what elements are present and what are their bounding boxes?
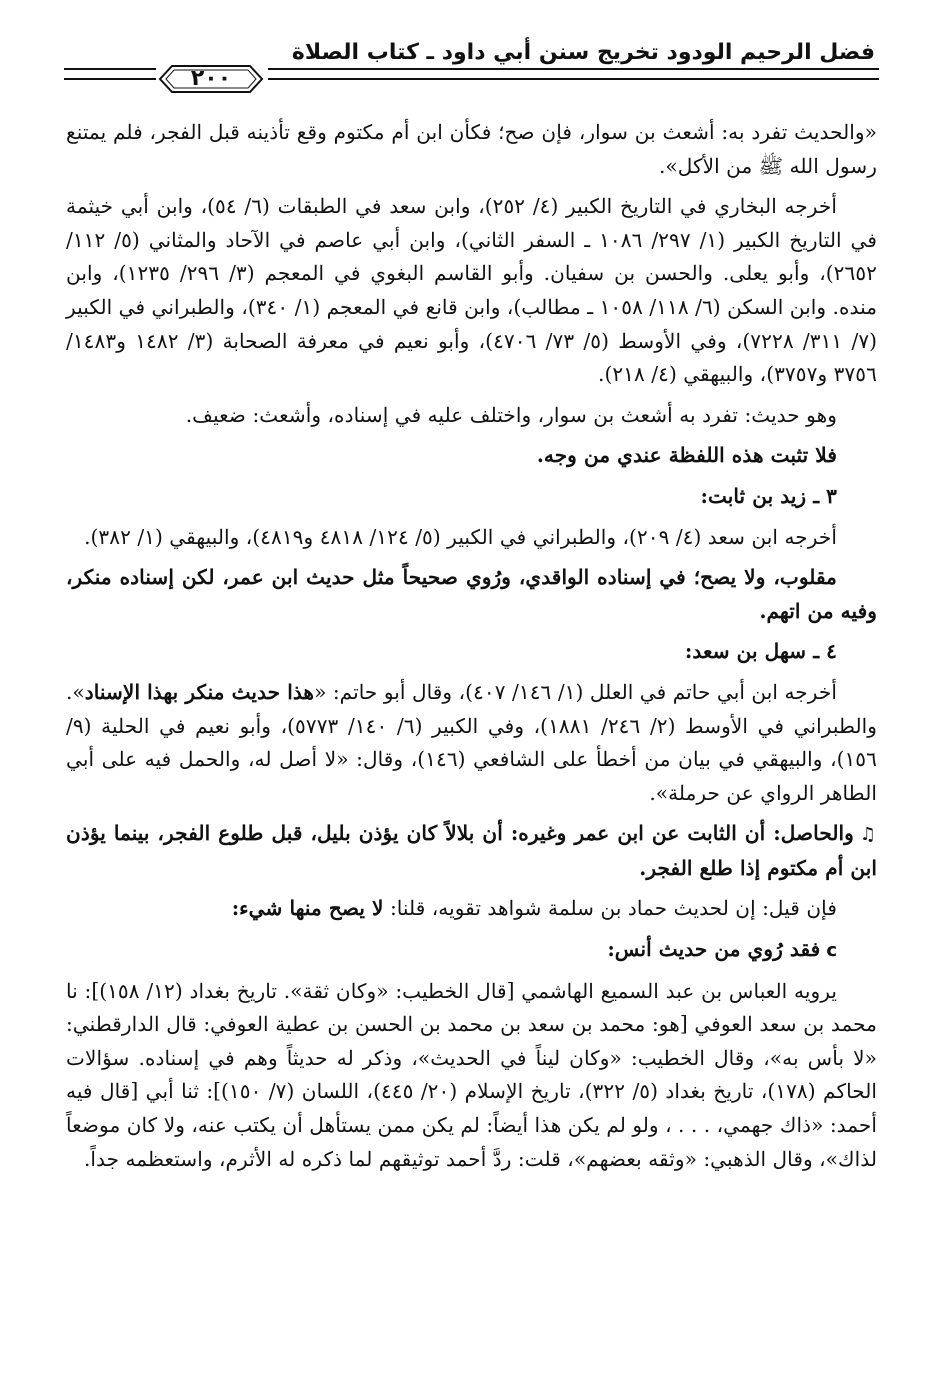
sahl-text-2: ». والطبراني في الأوسط (٢/ ٢٤٦/ ١٨٨١)، وفي الكبير (٦/ ١٤٠/ ٥٧٧٣)، وأبو نعيم في الحلية (٩/ ١٥٦)، والبيهقي في بيان من أخطأ على الشافعي (١٤٦)، وقال: «لا أصل له، والحمل فيه على أبي الطاهر الرواي عن حرملة».	[66, 679, 878, 805]
section-heading-sahl: ٤ ـ سهل بن سعد:	[684, 639, 837, 664]
objection-text: فإن قيل: إن لحديث حماد بن سلمة شواهد تقويه، قلنا:	[383, 896, 837, 921]
page-number: ٢٠٠	[190, 66, 232, 91]
header-rule-left	[64, 68, 156, 80]
judgement-paragraph: وهو حديث: تفرد به أشعث بن سوار، واختلف عليه في إسناده، وأشعث: ضعيف.	[185, 402, 837, 427]
zaid-judgement-paragraph: مقلوب، ولا يصح؛ في إسناده الواقدي، ورُوي صحيحاً مثل حديث ابن عمر، لكن إسناده منكر، وفيه من اتهم.	[66, 565, 877, 623]
section-heading-anas	[66, 933, 877, 968]
conclusion-paragraph: فلا تثبت هذه اللفظة عندي من وجه.	[536, 443, 837, 468]
zaid-takhrij-paragraph: أخرجه ابن سعد (٤/ ٢٠٩)، والطبراني في الكبير (٥/ ١٢٤/ ٤٨١٨ و٤٨١٩)، والبيهقي (١/ ٣٨٢).	[84, 524, 837, 549]
objection-paragraph	[66, 892, 877, 926]
sahl-text-1: أخرجه ابن أبي حاتم في العلل (١/ ١٤٦/ ٤٠٧)، وقال أبو حاتم: «	[314, 679, 838, 704]
summary-text: والحاصل: أن الثابت عن ابن عمر وغيره: أن بلالاً كان يؤذن بليل، قبل طلوع الفجر، بينما يؤذن ابن أم مكتوم إذا طلع الفجر.	[66, 821, 877, 880]
page-header	[58, 36, 885, 106]
summary-paragraph	[66, 817, 877, 885]
page-body	[66, 116, 877, 1183]
sahl-quote-bold: هذا حديث منكر بهذا الإسناد	[84, 679, 315, 704]
anas-narration-paragraph: يرويه العباس بن عبد السميع الهاشمي [قال الخطيب: «وكان ثقة». تاريخ بغداد (١٢/ ١٥٨)]: نا محمد بن سعد العوفي [هو: محمد بن سعد بن محمد بن الحسن بن عطية العوفي: قال الدارقطني: «لا بأس به»، وقال الخطيب: «وكان ليناً في الحديث»، وذكر له حديثاً وهم في إسناده. سؤالات الحاكم (١٧٨)، تاريخ بغداد (٥/ ٣٢٢)، تاريخ الإسلام (٢٠/ ٤٤٥)، اللسان (٧/ ١٥٠)]: ثنا أبي [قال فيه أحمد: «ذاك جهمي، . . . ، ولو لم يكن هذا أيضاً: لم يكن ممن يستأهل أن يكتب عنه، ولا كان موضعاً لذاك»، وقال الذهبي: «وثقه بعضهم»، قلت: ردَّ أحمد توثيقهم لما ذكره له الأثرم، واستعظمه جداً.	[66, 978, 878, 1171]
running-title: فضل الرحيم الودود تخريج سنن أبي داود ـ كتاب الصلاة	[291, 40, 875, 65]
anas-heading-text: فقد رُوي من حديث أنس:	[607, 937, 821, 962]
section-heading-zaid: ٣ ـ زيد بن ثابت:	[700, 483, 837, 508]
sahl-takhrij-paragraph	[66, 676, 877, 810]
summary-marker-icon: ♫	[859, 824, 877, 846]
header-rule-right	[268, 68, 879, 80]
quote-paragraph: «والحديث تفرد به: أشعث بن سوار، فإن صح؛ فكأن ابن أم مكتوم وقع تأذينه قبل الفجر، فلم يمتنع رسول الله ﷺ من الأكل».	[66, 120, 877, 178]
page-number-frame	[158, 60, 264, 98]
anas-marker-icon: c	[826, 940, 837, 962]
takhrij-paragraph: أخرجه البخاري في التاريخ الكبير (٤/ ٢٥٢)، وابن سعد في الطبقات (٦/ ٥٤)، وابن أبي خيثمة في التاريخ الكبير (١/ ٢٩٧/ ١٠٨٦ ـ السفر الثاني)، وابن أبي عاصم في الآحاد والمثاني (٥/ ١١٢/ ٢٦٥٢)، وأبو يعلى. والحسن بن سفيان. وأبو القاسم البغوي في المعجم (٣/ ٢٩٦/ ١٢٣٥)، وابن منده. وابن السكن (٦/ ١١٨/ ١٠٥٨ ـ مطالب)، وابن قانع في المعجم (١/ ٣٤٠)، والطبراني في الكبير (٧/ ٣١١/ ٧٢٢٨)، وفي الأوسط (٥/ ٧٣/ ٤٧٠٦)، وأبو نعيم في معرفة الصحابة (٣/ ١٤٨٢ و١٤٨٣/ ٣٧٥٦ و٣٧٥٧)، والبيهقي (٤/ ٢١٨).	[66, 194, 878, 387]
objection-answer-bold: لا يصح منها شيء:	[231, 896, 384, 921]
